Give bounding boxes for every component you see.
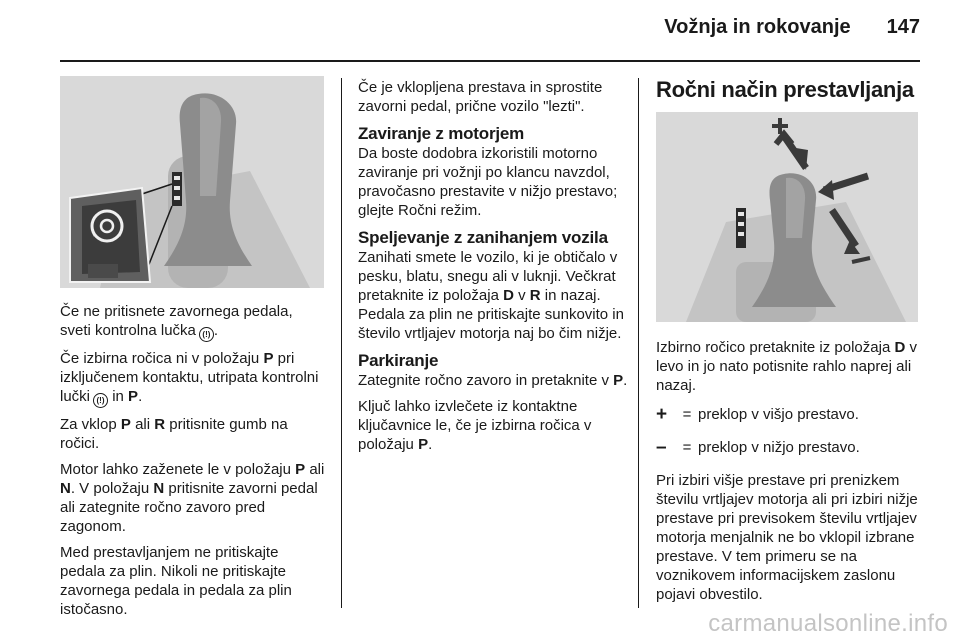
heading-engine-braking: Zaviranje z motorjem	[358, 124, 525, 143]
brake-warning-icon: (!)	[199, 327, 214, 342]
paragraph-key-removal: Ključ lahko izvlečete iz kontaktne ključavnice le, če je izbirna ročica v položaju P.	[358, 398, 592, 453]
paragraph-engine-braking: Da boste dodobra izkoristili motorno zaviranje pri vožnji po klancu navzdol, pravočasno prestavite v nižjo prestavo; glejte Ročni režim.	[358, 145, 618, 219]
brake-warning-icon: (!)	[93, 393, 108, 408]
figure-manual-shift	[656, 112, 918, 322]
shift-up-row: + = preklop v višjo prestavo.	[656, 404, 859, 425]
page-number: 147	[886, 16, 920, 38]
column-3	[656, 76, 922, 611]
page-title: Vožnja in rokovanje	[664, 16, 851, 38]
column-divider-2	[638, 78, 639, 608]
paragraph-creep: Če je vklopljena prestava in sprostite zavorni pedal, prične vozilo "lezti".	[358, 79, 603, 115]
heading-manual-mode: Ročni način prestavljanja	[656, 77, 914, 102]
paragraph-blinking-lamps: Če izbirna ročica ni v položaju P pri izključenem kontaktu, utripata kontrolni lučki (!) in P.	[60, 349, 326, 408]
column-2	[358, 78, 628, 461]
paragraph-rocking: Zanihati smete le vozilo, ki je obtičalo v pesku, blatu, snegu ali v luknji. Večkrat pretaknite iz položaja D v R in nazaj. Pedala za plin ne pritiskajte sunkovito in število vrtljajev motorja naj bo čim nižje.	[358, 249, 624, 342]
gear-lever-illustration	[60, 76, 324, 288]
minus-icon: –	[656, 437, 667, 458]
figure-gear-selector-brake-lamp	[60, 76, 324, 288]
paragraph-shift-refusal: Pri izbiri višje prestave pri prenizkem številu vrtljajev motorja ali pri izbiri nižje prestave pri previsokem številu vrtljajev motorja menjalnik ne bo vklopil izbrane prestave. V tem primeru se na voznikovem informacijskem zaslonu pojavi obvestilo.	[656, 472, 918, 603]
paragraph-brake-lamp: Če ne pritisnete zavornega pedala, sveti kontrolna lučka (!) .	[60, 302, 326, 342]
paragraph-shifting-warning: Med prestavljanjem ne pritiskajte pedala za plin. Nikoli ne pritiskajte zavornega pedala in pedala za plin istočasno.	[60, 544, 292, 618]
page-header	[664, 16, 920, 48]
plus-icon: +	[656, 404, 668, 425]
paragraph-engage-p-r: Za vklop P ali R pritisnite gumb na ročici.	[60, 416, 288, 452]
heading-parking: Parkiranje	[358, 351, 439, 370]
manual-shift-illustration	[656, 112, 918, 322]
column-divider-1	[341, 78, 342, 608]
paragraph-engine-start: Motor lahko zaženete le v položaju P ali N. V položaju N pritisnite zavorni pedal ali zategnite ročno zavoro pred zagonom.	[60, 461, 325, 535]
shift-down-row: – = preklop v nižjo prestavo.	[656, 437, 860, 458]
paragraph-manual-instruction: Izbirno ročico pretaknite iz položaja D v levo in jo nato potisnite rahlo naprej ali nazaj.	[656, 339, 917, 394]
watermark: carmanualsonline.info	[708, 610, 948, 637]
paragraph-parking: Zategnite ročno zavoro in pretaknite v P.	[358, 372, 628, 389]
column-1	[60, 76, 326, 626]
heading-rocking: Speljevanje z zanihanjem vozila	[358, 228, 608, 247]
header-rule	[60, 60, 920, 62]
